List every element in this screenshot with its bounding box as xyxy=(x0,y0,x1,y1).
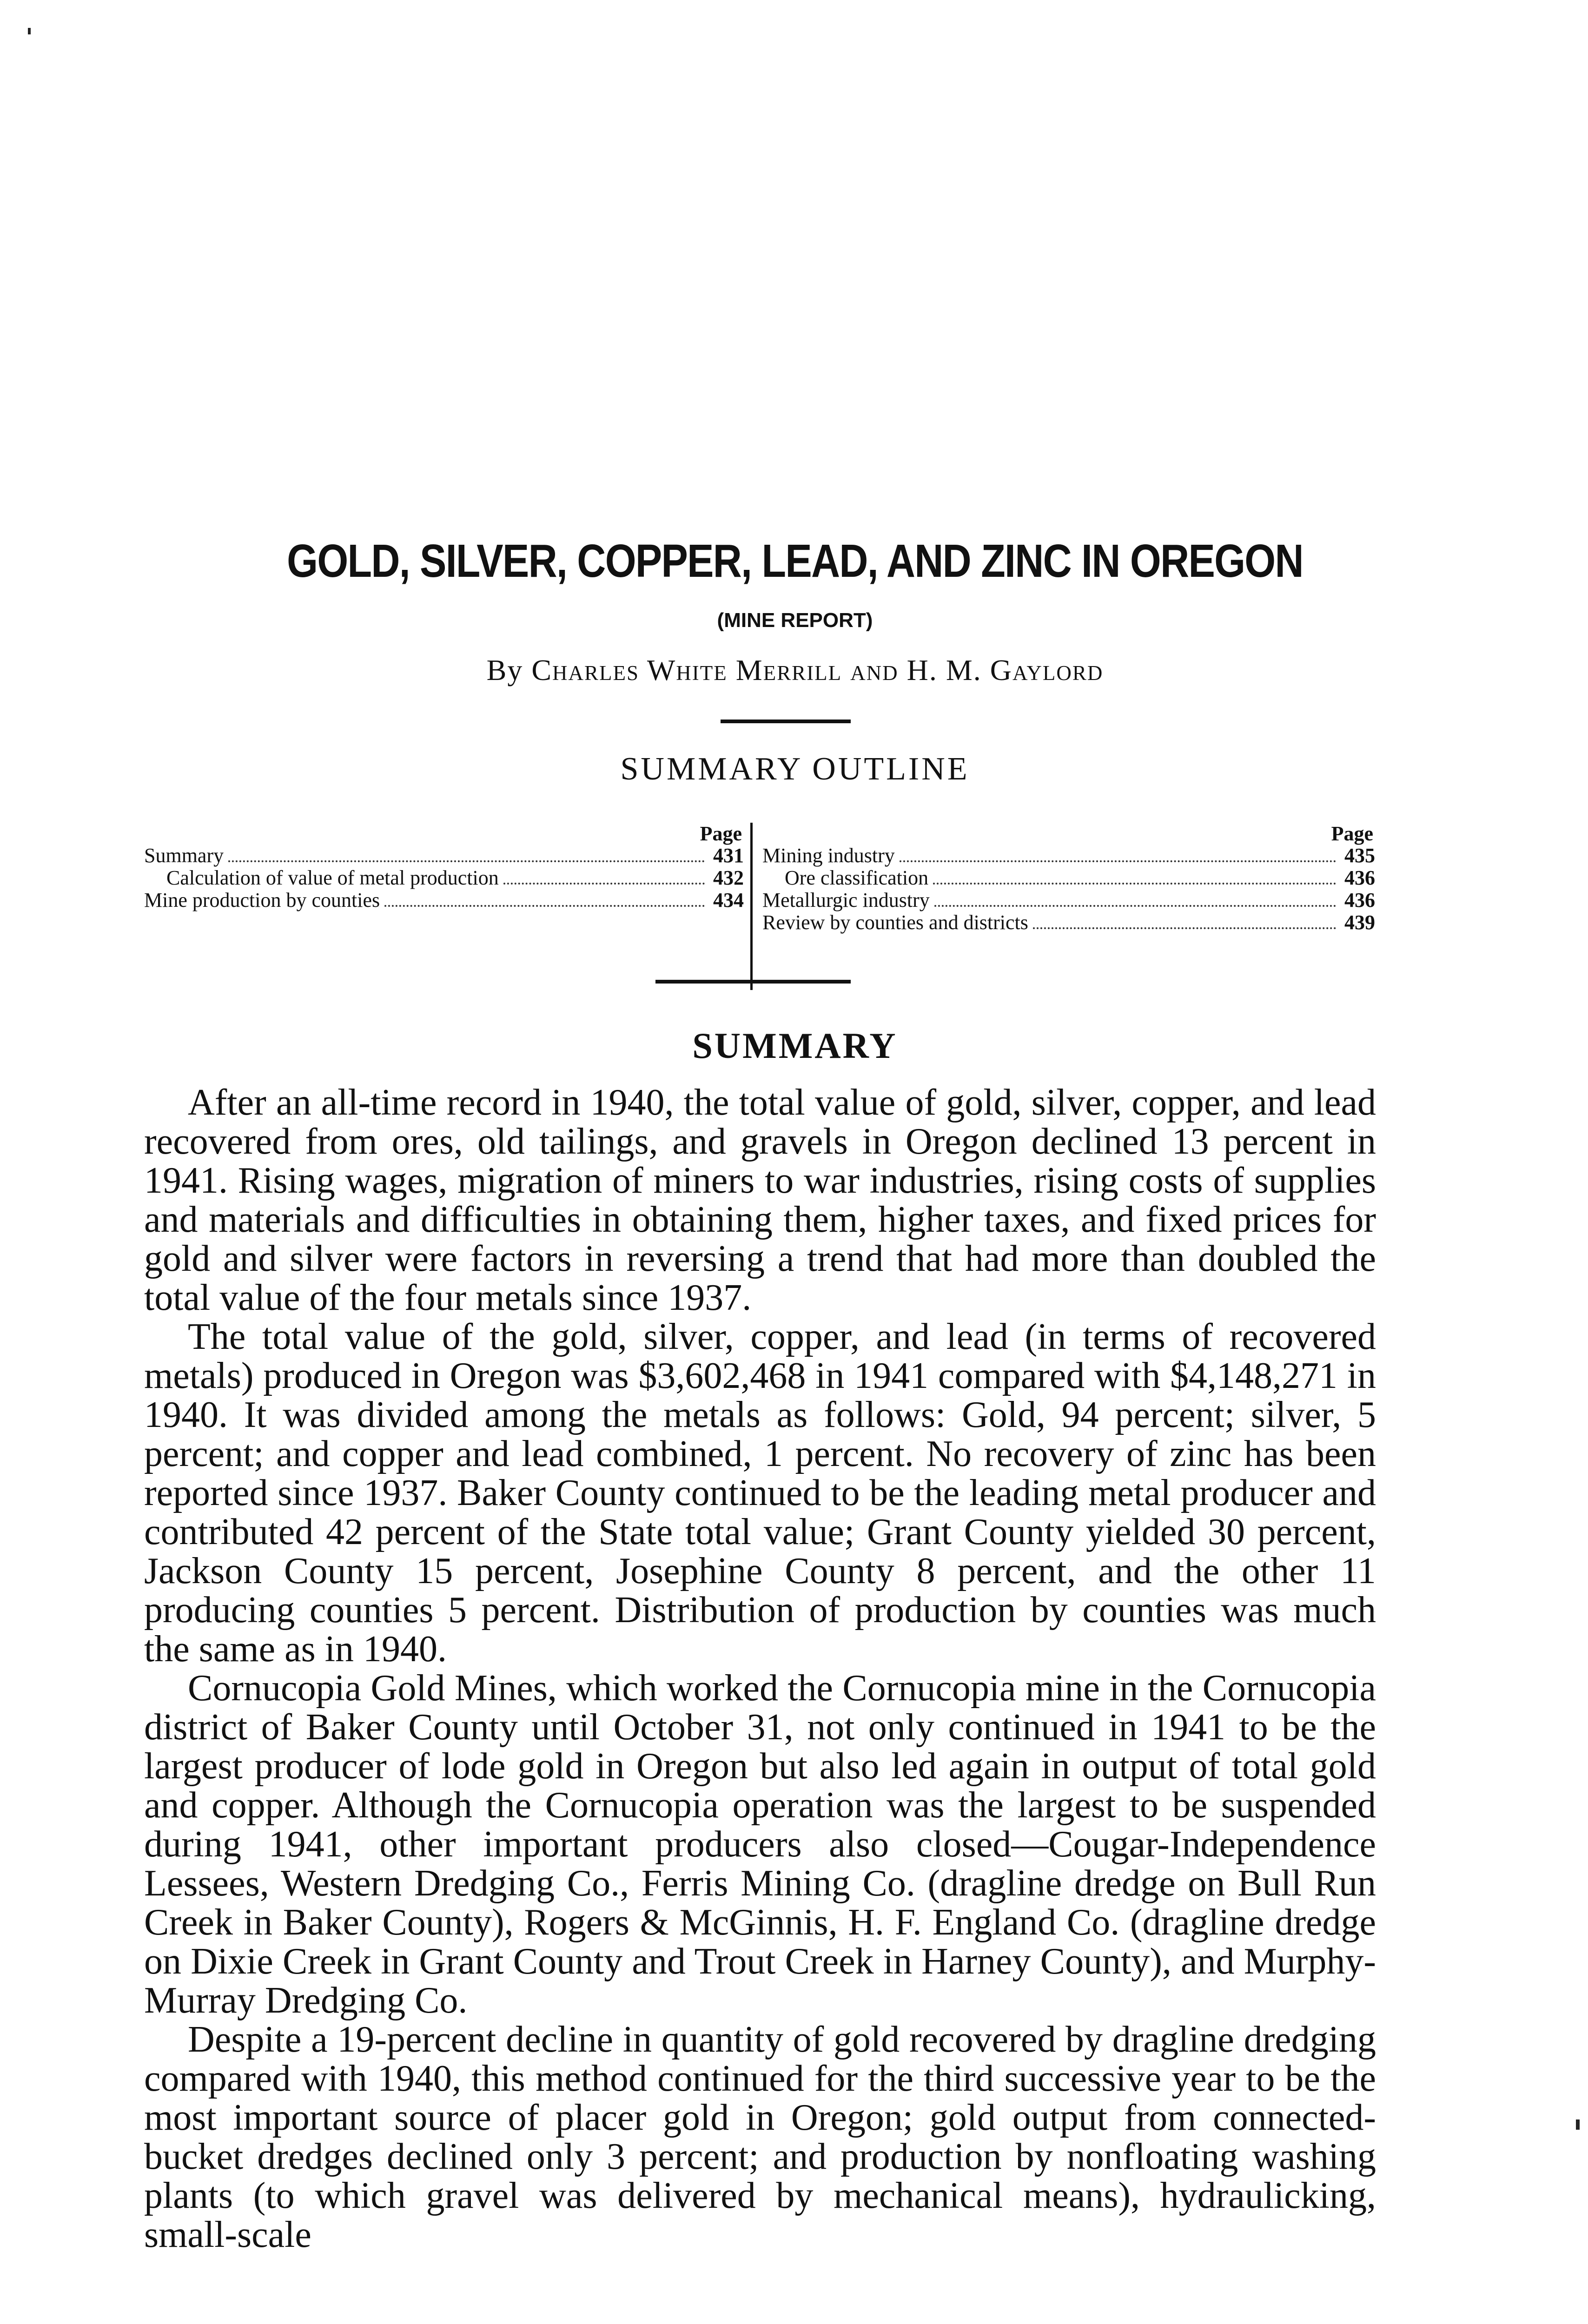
outline-title: SUMMARY OUTLINE xyxy=(620,751,970,787)
leader-dots xyxy=(900,860,1336,862)
toc-entry xyxy=(144,867,744,889)
leader-dots xyxy=(934,905,1336,907)
toc-entry xyxy=(762,867,1375,889)
toc-entry-label: Ore classification xyxy=(785,866,929,889)
toc-entry-label: Mine production by counties xyxy=(144,889,380,911)
divider-rule xyxy=(721,720,851,723)
toc-entry-page: 436 xyxy=(1344,866,1375,889)
scan-artifact xyxy=(28,28,31,34)
toc-entry-label: Mining industry xyxy=(762,844,895,867)
toc-entry-page: 432 xyxy=(713,866,744,889)
body-text xyxy=(144,1083,1376,2254)
toc-entry-page: 439 xyxy=(1344,911,1375,934)
toc-entry xyxy=(762,845,1375,867)
paragraph: The total value of the gold, silver, copper, and lead (in terms of recovered metals) produced in Oregon was $3,602,468 in 1941 compared with $4,148,271 in 1940. It was divided among the metals as follows: Gold, 94 percent; silver, 5 percent; and copper and lead combined, 1 percent. No recovery of zinc has been reported since 1937. Baker County continued to be the leading metal producer and contributed 42 percent of the State total value; Grant County yielded 30 percent, Jackson County 15 percent, Josephine County 8 percent, and the other 11 producing counties 5 percent. Distribution of production by counties was much the same as in 1940. xyxy=(144,1316,1376,1670)
leader-dots xyxy=(503,883,705,885)
leader-dots xyxy=(1033,927,1336,929)
toc-column-divider xyxy=(750,823,753,990)
paragraph: After an all-time record in 1940, the total value of gold, silver, copper, and lead recovered from ores, old tailings, and gravels in Oregon declined 13 percent in 1941. Rising wages, migration of miners to war industries, rising costs of supplies and materials and difficulties in obtaining them, higher taxes, and fixed prices for gold and silver were factors in reversing a trend that had more than doubled the total value of the four metals since 1937. xyxy=(144,1082,1376,1318)
toc-page-header: Page xyxy=(1331,822,1373,845)
authors: Charles White Merrill and H. M. Gaylord xyxy=(531,654,1104,687)
toc-right-column xyxy=(762,823,1375,934)
toc-entry-label: Summary xyxy=(144,844,224,867)
section-heading: SUMMARY xyxy=(692,1025,898,1066)
toc-entry xyxy=(762,889,1375,911)
divider-rule xyxy=(655,980,851,984)
paragraph: Despite a 19-percent decline in quantity of gold recovered by dragline dredging compared with 1940, this method continued for the third successive year to be the most important source of placer gold in Oregon; gold output from connected-bucket dredges declined only 3 percent; and production by nonfloating washing plants (to which gravel was delivered by mechanical means), hydraulicking, small-scale xyxy=(144,2019,1376,2255)
leader-dots xyxy=(933,883,1336,885)
toc-entry-page: 434 xyxy=(713,889,744,911)
toc-entry-page: 435 xyxy=(1344,844,1375,867)
leader-dots xyxy=(384,905,705,907)
document-title: GOLD, SILVER, COPPER, LEAD, AND ZINC IN OREGON xyxy=(287,535,1303,587)
scan-artifact xyxy=(1576,2119,1580,2130)
toc-entry-label: Metallurgic industry xyxy=(762,889,930,911)
leader-dots xyxy=(228,860,705,862)
toc-entry-page: 431 xyxy=(713,844,744,867)
toc-entry-label: Review by counties and districts xyxy=(762,911,1028,934)
byline-prefix: By xyxy=(486,654,523,687)
toc-entry xyxy=(762,911,1375,934)
toc-entry-label: Calculation of value of metal production xyxy=(166,866,499,889)
toc-page-header: Page xyxy=(700,822,742,845)
byline xyxy=(144,653,1446,687)
toc-left-column xyxy=(144,823,744,911)
toc-entry xyxy=(144,889,744,911)
document-subtitle: (MINE REPORT) xyxy=(717,609,873,632)
paragraph: Cornucopia Gold Mines, which worked the Cornucopia mine in the Cornucopia district of Baker County until October 31, not only continued in 1941 to be the largest producer of lode gold in Oregon but also led again in output of total gold and copper. Although the Cornucopia operation was the largest to be suspended during 1941, other important producers also closed—Cougar-Independence Lessees, Western Dredging Co., Ferris Mining Co. (dragline dredge on Bull Run Creek in Baker County), Rogers & McGinnis, H. F. England Co. (dragline dredge on Dixie Creek in Grant County and Trout Creek in Harney County), and Murphy-Murray Dredging Co. xyxy=(144,1668,1376,2021)
toc-entry-page: 436 xyxy=(1344,889,1375,911)
toc-entry xyxy=(144,845,744,867)
